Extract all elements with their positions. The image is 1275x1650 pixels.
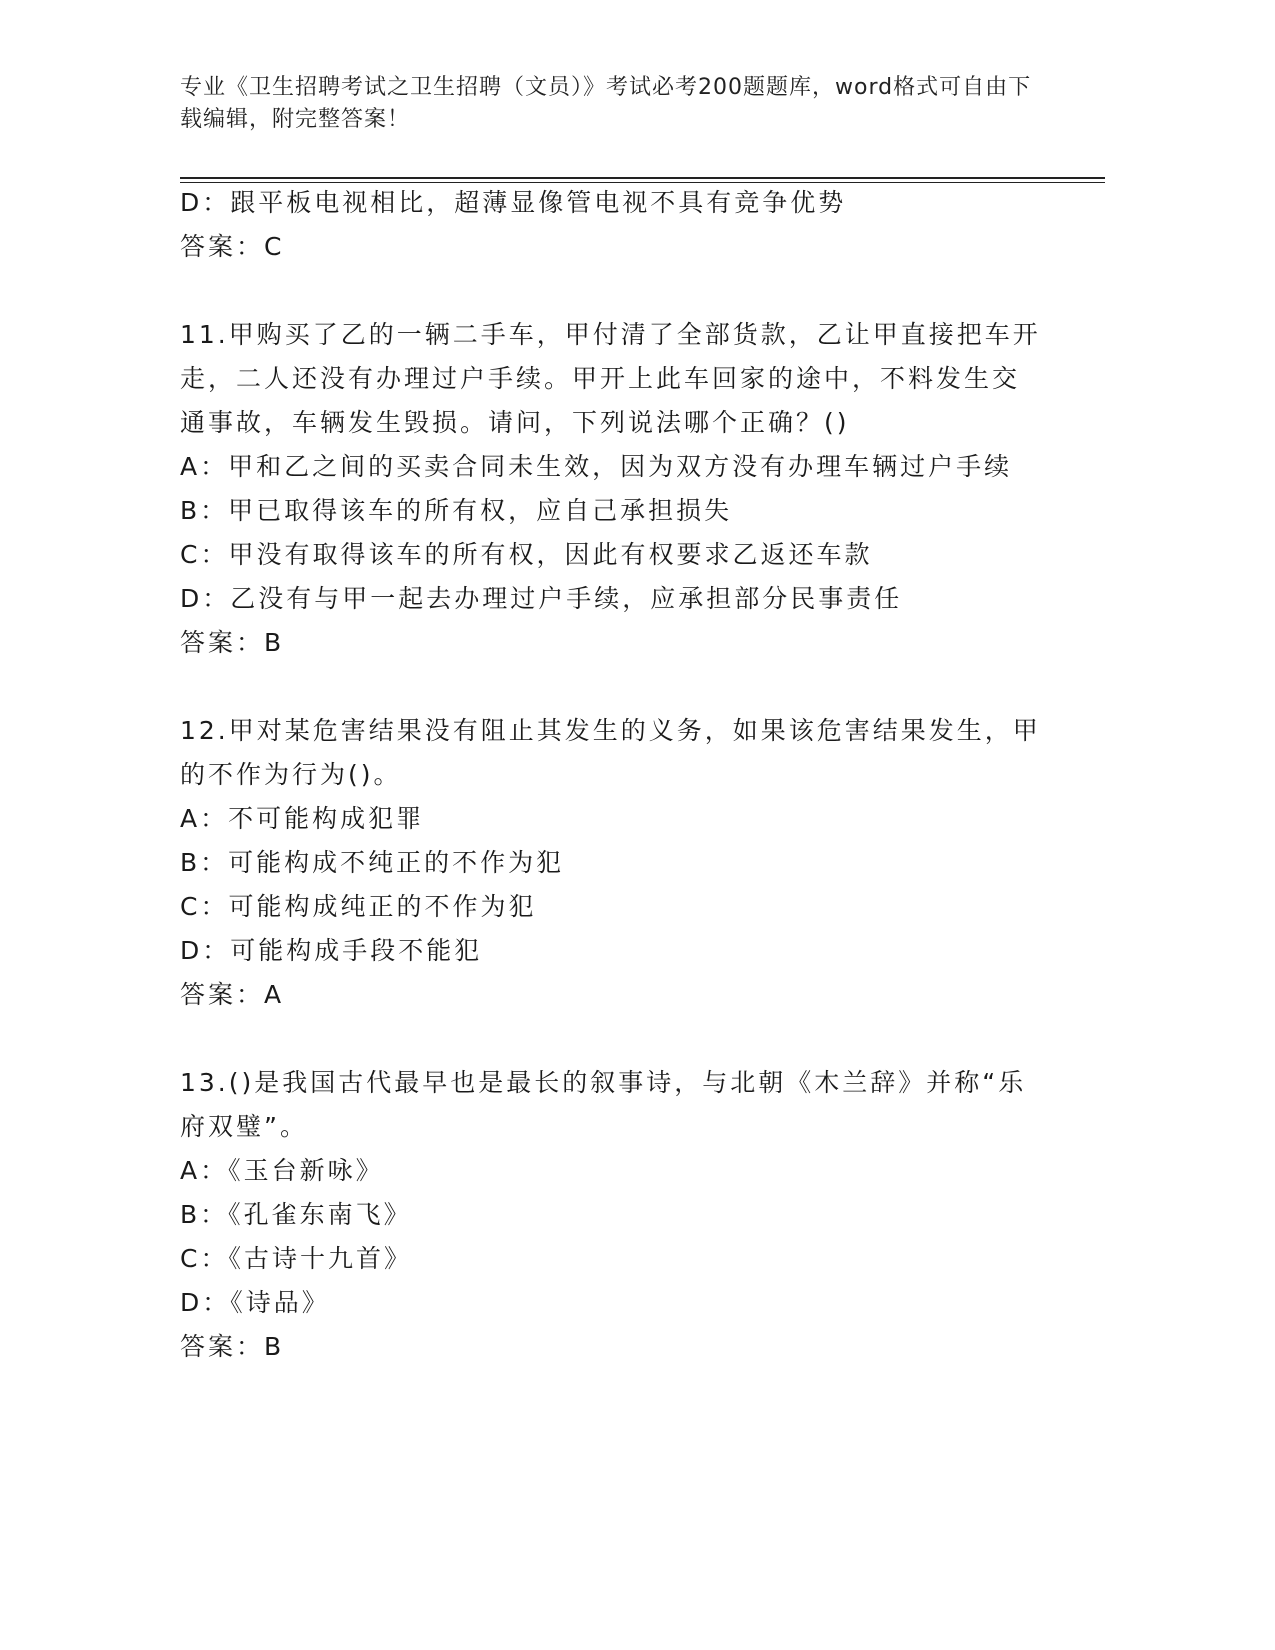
spacer <box>180 665 1040 709</box>
spacer <box>180 1017 1040 1061</box>
question-stem-line: 府双璧”。 <box>180 1112 308 1141</box>
answer-line: 答案：B <box>180 1332 285 1361</box>
spacer <box>180 269 1040 313</box>
question-stem-line: 通事故，车辆发生毁损。请问，下列说法哪个正确？() <box>180 408 850 437</box>
header-divider <box>180 177 1105 179</box>
option-b: B：甲已取得该车的所有权，应自己承担损失 <box>180 496 733 525</box>
option-d: D：《诗品》 <box>180 1288 330 1317</box>
question-stem-line: 11.甲购买了乙的一辆二手车，甲付清了全部货款，乙让甲直接把车开 <box>180 320 1041 349</box>
option-a: A：不可能构成犯罪 <box>180 804 425 833</box>
answer-line: 答案：B <box>180 628 285 657</box>
answer-line: 答案：C <box>180 232 285 261</box>
option-b: B：《孔雀东南飞》 <box>180 1200 412 1229</box>
option-d: D：乙没有与甲一起去办理过户手续，应承担部分民事责任 <box>180 584 903 613</box>
question-stem-line: 13.()是我国古代最早也是最长的叙事诗，与北朝《木兰辞》并称“乐 <box>180 1068 1027 1097</box>
page-header: 专业《卫生招聘考试之卫生招聘（文员）》考试必考200题题库，word格式可自由下载编辑，附完整答案！ <box>180 75 1032 132</box>
option-b: B：可能构成不纯正的不作为犯 <box>180 848 565 877</box>
option-d: D：可能构成手段不能犯 <box>180 936 483 965</box>
question-stem-line: 走，二人还没有办理过户手续。甲开上此车回家的途中，不料发生交 <box>180 364 1021 393</box>
question-11 <box>180 313 1040 665</box>
option-d: D：跟平板电视相比，超薄显像管电视不具有竞争优势 <box>180 188 847 217</box>
question-stem-line: 12.甲对某危害结果没有阻止其发生的义务，如果该危害结果发生，甲 <box>180 716 1041 745</box>
question-stem-line: 的不作为行为()。 <box>180 760 402 789</box>
question-12 <box>180 709 1040 1017</box>
option-a: A：甲和乙之间的买卖合同未生效，因为双方没有办理车辆过户手续 <box>180 452 1013 481</box>
question-13 <box>180 1061 1040 1369</box>
answer-line: 答案：A <box>180 980 285 1009</box>
option-c: C：甲没有取得该车的所有权，因此有权要求乙返还车款 <box>180 540 873 569</box>
question-content <box>180 181 1040 1369</box>
option-a: A：《玉台新咏》 <box>180 1156 384 1185</box>
option-c: C：《古诗十九首》 <box>180 1244 412 1273</box>
option-c: C：可能构成纯正的不作为犯 <box>180 892 537 921</box>
